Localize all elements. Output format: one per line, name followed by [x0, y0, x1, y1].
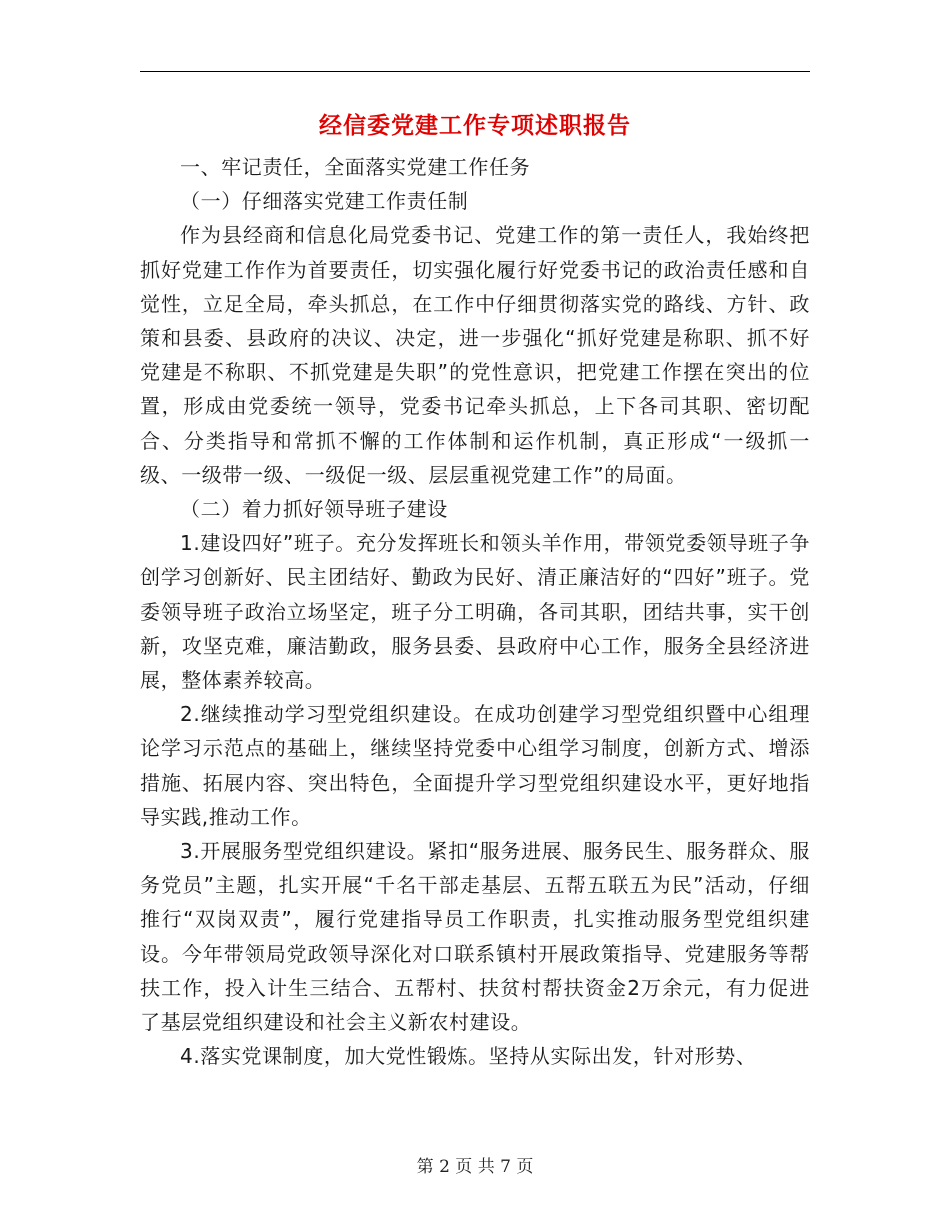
paragraph: 4.落实党课制度，加大党性锻炼。坚持从实际出发，针对形势、: [180, 1044, 757, 1069]
subsection-heading: （一）仔细落实党建工作责任制: [180, 189, 469, 214]
paragraph: 1.建设四好”班子。充分发挥班长和领头羊作用，带领党委领导班子争创学习创新好、民主团结好、勤政为民好、清正廉洁好的“四好”班子。党委领导班子政治立场坚定，班子分工明确，各司其职，团结共事，实干创新，攻坚克难，廉洁勤政，服务县委、县政府中心工作，服务全县经济进展，整体素养较高。: [140, 531, 810, 693]
document-body: [140, 150, 810, 1073]
paragraph: 2.继续推动学习型党组织建设。在成功创建学习型党组织暨中心组理论学习示范点的基础上，继续坚持党委中心组学习制度，创新方式、增添措施、拓展内容、突出特色，全面提升学习型党组织建设水平，更好地指导实践,推动工作。: [140, 702, 810, 829]
page-footer: 第 2 页 共 7 页: [416, 1157, 534, 1177]
paragraph: 3.开展服务型党组织建设。紧扣“服务进展、服务民生、服务群众、服务党员”主题，扎实开展“千名干部走基层、五帮五联五为民”活动，仔细推行“双岗双责”，履行党建指导员工作职责，扎实推动服务型党组织建设。今年带领局党政领导深化对口联系镇村开展政策指导、党建服务等帮扶工作，投入计生三结合、五帮村、扶贫村帮扶资金2万余元，有力促进了基层党组织建设和社会主义新农村建设。: [140, 839, 811, 1035]
section-heading: 一、牢记责任，全面落实党建工作任务: [180, 155, 531, 179]
header-rule: [140, 71, 810, 72]
document-title: 经信委党建工作专项述职报告: [319, 113, 631, 139]
paragraph: 作为县经商和信息化局党委书记、党建工作的第一责任人，我始终把抓好党建工作作为首要责任，切实强化履行好党委书记的政治责任感和自觉性，立足全局，牵头抓总，在工作中仔细贯彻落实党的路线、方针、政策和县委、县政府的决议、决定，进一步强化“抓好党建是称职、抓不好党建是不称职、不抓党建是失职”的党性意识，把党建工作摆在突出的位置，形成由党委统一领导，党委书记牵头抓总，上下各司其职、密切配合、分类指导和常抓不懈的工作体制和运作机制，真正形成“一级抓一级、一级带一级、一级促一级、层层重视党建工作”的局面。: [140, 223, 810, 487]
subsection-heading: （二）着力抓好领导班子建设: [180, 497, 448, 522]
